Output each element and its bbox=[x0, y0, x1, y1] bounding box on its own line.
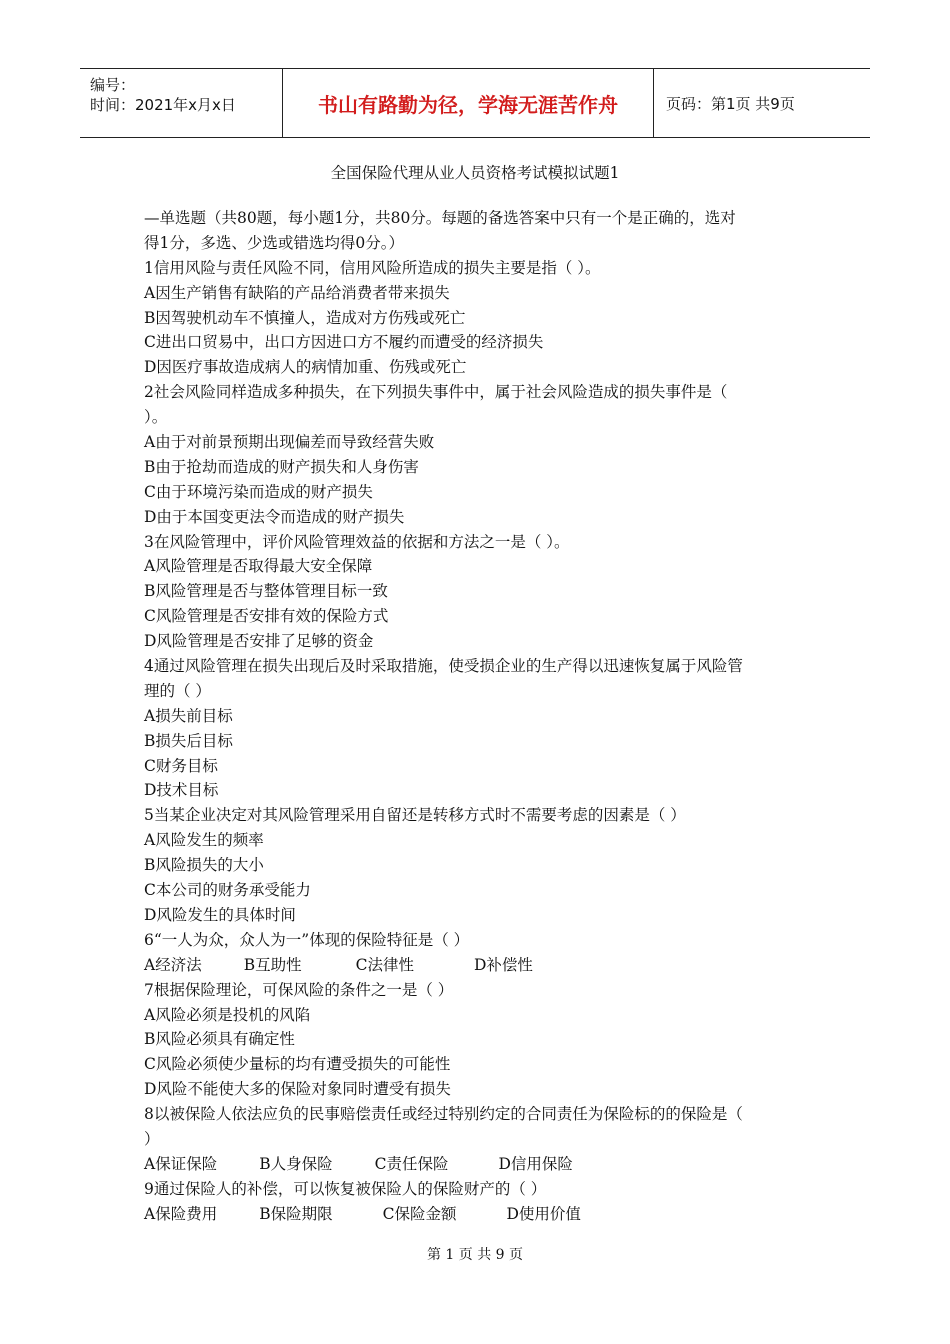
question-stem: 5当某企业决定对其风险管理采用自留还是转移方式时不需要考虑的因素是（ ） bbox=[144, 806, 686, 825]
answer-option: B风险管理是否与整体管理目标一致 bbox=[144, 582, 388, 601]
answer-option: D补偿性 bbox=[473, 955, 533, 974]
question-list bbox=[144, 206, 814, 1227]
question-stem: ） bbox=[144, 1129, 160, 1148]
answer-option: B因驾驶机动车不慎撞人，造成对方伤残或死亡 bbox=[144, 308, 466, 327]
question-stem: 理的（ ） bbox=[144, 681, 211, 700]
question-stem: ）。 bbox=[144, 408, 168, 427]
answer-option: C保险金额 bbox=[382, 1204, 457, 1223]
answer-option: C本公司的财务承受能力 bbox=[144, 881, 311, 900]
answer-option: D信用保险 bbox=[498, 1154, 573, 1173]
document-date: 时间：2021年x月x日 bbox=[90, 96, 236, 114]
answer-option: A风险必须是投机的风陷 bbox=[144, 1005, 311, 1024]
answer-option: A风险管理是否取得最大安全保障 bbox=[144, 557, 373, 576]
header-motto-cell bbox=[282, 69, 654, 137]
answer-option: A因生产销售有缺陷的产品给消费者带来损失 bbox=[144, 283, 450, 302]
page-footer: 第 1 页 共 9 页 bbox=[426, 1247, 524, 1263]
answer-option: C责任保险 bbox=[374, 1154, 449, 1173]
answer-option: C进出口贸易中，出口方因进口方不履约而遭受的经济损失 bbox=[144, 333, 544, 352]
section-instructions-line-2: 得1分，多选、少选或错选均得0分。） bbox=[144, 233, 404, 252]
answer-option: B风险损失的大小 bbox=[144, 856, 264, 875]
answer-option: D风险发生的具体时间 bbox=[144, 905, 296, 924]
answer-option: A保险费用 bbox=[144, 1204, 218, 1223]
answer-option: B保险期限 bbox=[259, 1204, 333, 1223]
answer-option-row bbox=[144, 953, 814, 978]
answer-option: B风险必须具有确定性 bbox=[144, 1030, 295, 1049]
answer-option: C法律性 bbox=[355, 955, 414, 974]
question-stem: 1信用风险与责任风险不同，信用风险所造成的损失主要是指（ ）。 bbox=[144, 258, 601, 277]
answer-option: D因医疗事故造成病人的病情加重、伤残或死亡 bbox=[144, 358, 467, 377]
answer-option: C财务目标 bbox=[144, 756, 218, 775]
page-header bbox=[80, 68, 870, 138]
section-instructions-line-1: —单选题（共80题，每小题1分，共80分。每题的备选答案中只有一个是正确的，选对 bbox=[144, 209, 736, 227]
document-title: 全国保险代理从业人员资格考试模拟试题1 bbox=[330, 164, 620, 182]
answer-option: B人身保险 bbox=[259, 1154, 333, 1173]
answer-option: B损失后目标 bbox=[144, 731, 233, 750]
answer-option-row bbox=[144, 1202, 814, 1227]
answer-option: A损失前目标 bbox=[144, 706, 233, 725]
question-stem: 8以被保险人依法应负的民事赔偿责任或经过特别约定的合同责任为保险标的的保险是（ bbox=[144, 1105, 743, 1124]
answer-option: D由于本国变更法令而造成的财产损失 bbox=[144, 507, 405, 526]
answer-option: C风险管理是否安排有效的保险方式 bbox=[144, 607, 389, 626]
answer-option-row bbox=[144, 1152, 814, 1177]
question-stem: 9通过保险人的补偿，可以恢复被保险人的保险财产的（ ） bbox=[144, 1179, 547, 1198]
answer-option: A由于对前景预期出现偏差而导致经营失败 bbox=[144, 433, 435, 452]
answer-option: A保证保险 bbox=[144, 1154, 218, 1173]
header-meta-cell bbox=[80, 69, 282, 137]
answer-option: D使用价值 bbox=[506, 1204, 581, 1223]
answer-option: C由于环境污染而造成的财产损失 bbox=[144, 482, 373, 501]
question-stem: 7根据保险理论，可保风险的条件之一是（ ） bbox=[144, 980, 454, 999]
document-number-label: 编号： bbox=[90, 76, 136, 94]
answer-option: B由于抢劫而造成的财产损失和人身伤害 bbox=[144, 457, 419, 476]
answer-option: D风险不能使大多的保险对象同时遭受有损失 bbox=[144, 1080, 451, 1099]
question-stem: 2社会风险同样造成多种损失，在下列损失事件中，属于社会风险造成的损失事件是（ bbox=[144, 383, 728, 402]
header-page-info: 页码：第1页 共9页 bbox=[666, 94, 795, 113]
answer-option: A经济法 bbox=[144, 955, 202, 974]
answer-option: D技术目标 bbox=[144, 781, 219, 800]
header-page-cell bbox=[654, 69, 870, 137]
question-stem: 6“一人为众，众人为一”体现的保险特征是（ ） bbox=[144, 930, 470, 949]
answer-option: B互助性 bbox=[243, 955, 302, 974]
answer-option: A风险发生的频率 bbox=[144, 831, 264, 850]
motto: 书山有路勤为径，学海无涯苦作舟 bbox=[318, 92, 618, 117]
question-stem: 4通过风险管理在损失出现后及时采取措施，使受损企业的生产得以迅速恢复属于风险管 bbox=[144, 657, 743, 676]
answer-option: C风险必须使少量标的均有遭受损失的可能性 bbox=[144, 1055, 451, 1074]
answer-option: D风险管理是否安排了足够的资金 bbox=[144, 632, 374, 651]
question-stem: 3在风险管理中，评价风险管理效益的依据和方法之一是（ ）。 bbox=[144, 532, 570, 551]
